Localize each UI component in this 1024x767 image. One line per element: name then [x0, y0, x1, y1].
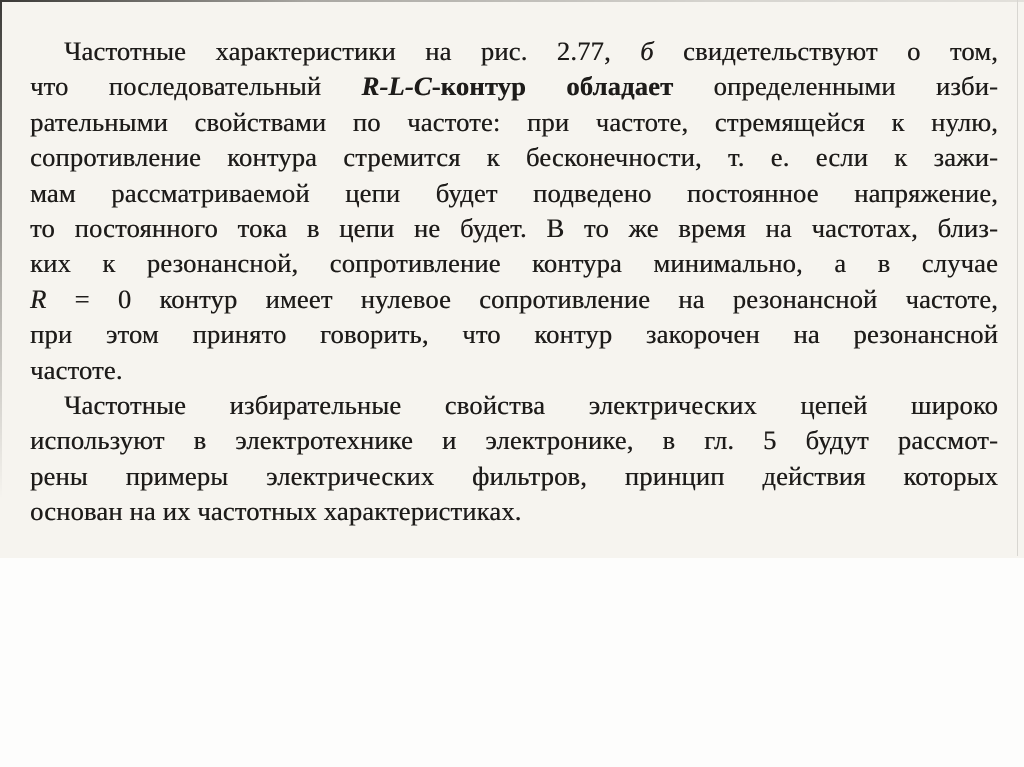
text-line-3: рательными свойствами по частоте: при частоте, стремящейся к нулю,: [30, 106, 998, 137]
text-line-8: [30, 282, 998, 317]
text-line-9: при этом принято говорить, что контур закорочен на резонансной: [30, 319, 998, 350]
text-line-7: ких к резонансной, сопротивление контура минимально, а в случае: [30, 248, 998, 279]
text-line-12: используют в электротехнике и электронике, в гл. 5 будут рассмот-: [30, 425, 998, 456]
text-line-13: рены примеры электрических фильтров, принцип действия которых: [30, 460, 998, 491]
text-line-6: то постоянного тока в цепи не будет. В то же время на частотах, близ-: [30, 213, 998, 244]
line-1-text-cont: свидетельствуют о том,: [653, 36, 998, 66]
line-2-text-cont: определенными изби-: [673, 71, 998, 102]
rlc-circuit-term: R-L-C: [361, 71, 432, 102]
text-line-5: мам рассматриваемой цепи будет подведено постоянное напряжение,: [30, 177, 998, 208]
variable-r-italic: R: [30, 283, 47, 314]
bold-term-kontur-obladaet: -контур обладает: [431, 71, 674, 102]
text-line-10: частоте.: [30, 354, 123, 385]
text-line-1: [30, 34, 998, 69]
paragraph-2: [30, 388, 998, 530]
text-line-14: основан на их частотных характеристиках.: [30, 496, 522, 527]
text-line-11: Частотные избирательные свойства электрических цепей широко: [64, 390, 998, 421]
line-1-text: Частотные характеристики на рис. 2.77,: [64, 36, 641, 66]
figure-label-italic: б: [640, 36, 654, 66]
text-line-4: сопротивление контура стремится к бесконечности, т. е. если к зажи-: [30, 142, 998, 173]
line-8-text: = 0 контур имеет нулевое сопротивление на резонансной частоте,: [46, 283, 998, 314]
line-2-text: что последовательный: [30, 71, 362, 102]
text-line-2: [30, 69, 998, 104]
paragraph-1: [30, 34, 998, 388]
